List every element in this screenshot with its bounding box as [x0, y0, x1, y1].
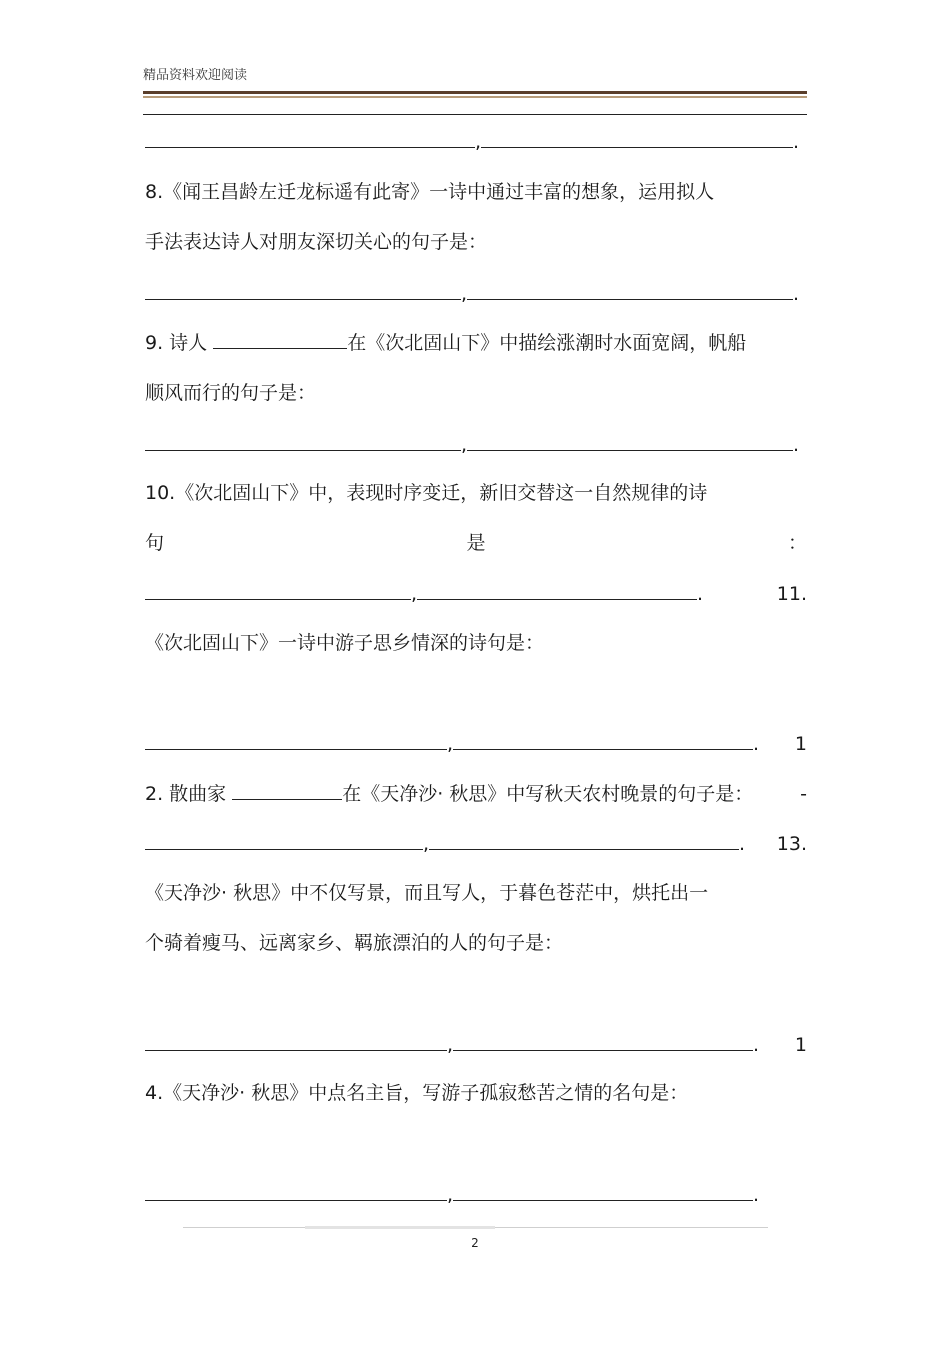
answer-blank[interactable] [481, 128, 793, 148]
page-header: 精品资料欢迎阅读 [143, 68, 248, 83]
question-9-line-1: 9. 诗人 在《次北固山下》中描绘涨潮时水面宽阔，帆船 [145, 329, 807, 356]
question-13-line-1: 《天净沙· 秋思》中不仅写景，而且写人，于暮色苍茫中，烘托出一 [145, 882, 709, 904]
question-13-line-2: 个骑着瘦马、远离家乡、羁旅漂泊的人的句子是： [145, 932, 564, 954]
answer-blank[interactable] [453, 1031, 753, 1051]
answer-line-12: , . 13. [145, 830, 807, 857]
answer-blank[interactable] [145, 830, 423, 850]
answer-line-14: , . [145, 1181, 807, 1208]
question-9-line-2: 顺风而行的句子是： [145, 382, 317, 404]
question-8-line-2: 手法表达诗人对朋友深切关心的句子是： [145, 231, 488, 253]
question-10-line-1: 10.《次北固山下》中，表现时序变迁，新旧交替这一自然规律的诗 [145, 482, 708, 504]
answer-line-9: , . [145, 431, 807, 458]
question-11-line-1: 《次北固山下》一诗中游子思乡情深的诗句是： [145, 632, 545, 654]
poet-name-blank[interactable] [213, 329, 347, 349]
answer-blank[interactable] [145, 1181, 447, 1201]
answer-blank[interactable] [453, 730, 753, 750]
answer-line-8: , . [145, 280, 807, 307]
answer-blank[interactable] [453, 1181, 753, 1201]
answer-blank[interactable] [145, 431, 461, 451]
answer-line-13: , . 1 [145, 1031, 807, 1058]
answer-blank[interactable] [429, 830, 739, 850]
question-12-line-1: 2. 散曲家 在《天净沙· 秋思》中写秋天农村晚景的句子是： - [145, 780, 807, 807]
page-number: 2 [471, 1236, 479, 1250]
answer-blank[interactable] [145, 280, 461, 300]
header-rule-light [143, 96, 807, 98]
answer-blank[interactable] [417, 580, 697, 600]
answer-blank[interactable] [145, 580, 411, 600]
footer-rule-shadow [305, 1226, 495, 1229]
answer-line-7: , . [145, 128, 807, 155]
header-rule-thin [143, 114, 807, 115]
answer-blank[interactable] [467, 280, 793, 300]
answer-blank[interactable] [145, 730, 447, 750]
answer-blank[interactable] [467, 431, 793, 451]
answer-blank[interactable] [145, 128, 475, 148]
question-8-line-1: 8.《闻王昌龄左迁龙标遥有此寄》一诗中通过丰富的想象，运用拟人 [145, 181, 715, 203]
author-name-blank[interactable] [232, 780, 342, 800]
answer-line-10: , . 11. [145, 580, 807, 607]
answer-blank[interactable] [145, 1031, 447, 1051]
header-rule-dark [143, 91, 807, 94]
question-14-line-1: 4.《天净沙· 秋思》中点名主旨，写游子孤寂愁苦之情的名句是： [145, 1082, 689, 1104]
question-10-line-2: 句 是 ： [145, 532, 807, 554]
answer-line-11: , . 1 [145, 730, 807, 757]
